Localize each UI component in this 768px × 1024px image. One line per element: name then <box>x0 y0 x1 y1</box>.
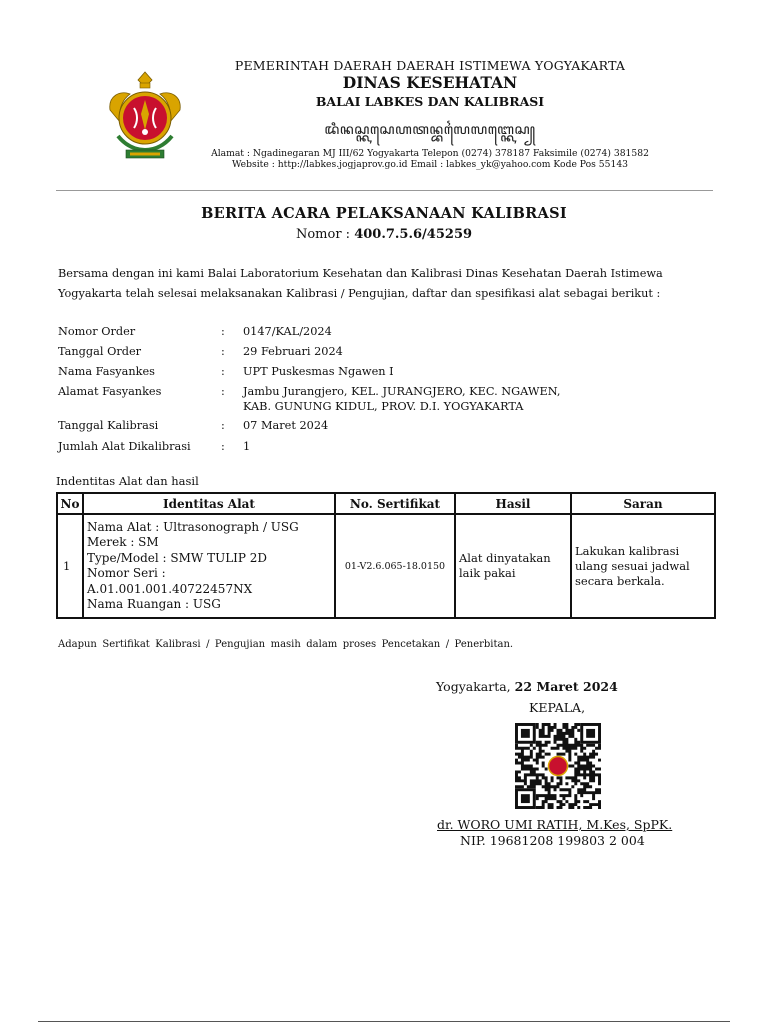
device-name: Nama Alat : Ultrasonograph / USG <box>87 519 299 534</box>
device-count-label: Jumlah Alat Dikalibrasi <box>58 440 191 453</box>
header-advice: Saran <box>571 493 715 514</box>
row-number: 1 <box>57 514 83 618</box>
document-title: BERITA ACARA PELAKSANAAN KALIBRASI <box>201 205 567 222</box>
letterhead-javanese-script: ꦢꦶꦤꦱ꧀ꦏꦱꦺꦲꦠꦤ꧀ꦧꦭꦻꦭꦧ꧀ꦏꦺꦱ꧀ <box>324 122 536 138</box>
signature-place-date <box>436 679 618 694</box>
facility-address-colon: : <box>221 385 225 398</box>
yogyakarta-seal-icon <box>104 70 186 162</box>
device-identity <box>83 514 335 618</box>
qr-code-icon <box>514 723 602 809</box>
qr-finder-pattern <box>580 723 601 744</box>
table-row <box>57 514 715 618</box>
signature-position: KEPALA, <box>529 700 586 715</box>
header-divider <box>56 190 713 191</box>
calibration-date-label: Tanggal Kalibrasi <box>58 419 159 432</box>
header-identity: Identitas Alat <box>83 493 335 514</box>
facility-address-line1: Jambu Jurangjero, KEL. JURANGJERO, KEC. NGAWEN, <box>243 385 561 398</box>
signer-name: dr. WORO UMI RATIH, M.Kes, SpPK. <box>437 817 673 832</box>
facility-address-value <box>243 385 560 414</box>
letterhead-address: Alamat : Ngadinegaran MJ III/62 Yogyakarta Telepon (0274) 378187 Faksimile (0274) 381582 <box>211 148 649 159</box>
letterhead-government: PEMERINTAH DAERAH DAERAH ISTIMEWA YOGYAKARTA <box>234 58 626 73</box>
device-serial-number: A.01.001.001.40722457NX <box>87 581 253 596</box>
document-number: 400.7.5.6/45259 <box>354 227 473 242</box>
calibration-date-colon: : <box>221 419 225 432</box>
facility-name-label: Nama Fasyankes <box>58 365 155 378</box>
facility-address-line2: KAB. GUNUNG KIDUL, PROV. D.I. YOGYAKARTA <box>243 399 524 413</box>
letterhead-unit: BALAI LABKES DAN KALIBRASI <box>315 94 545 109</box>
order-date-colon: : <box>221 345 225 358</box>
calibration-date-value: 07 Maret 2024 <box>243 419 329 432</box>
facility-address-label: Alamat Fasyankes <box>58 385 162 398</box>
signer-nip: NIP. 19681208 199803 2 004 <box>460 833 645 848</box>
qr-center-seal-icon <box>549 757 568 776</box>
table-caption: Indentitas Alat dan hasil <box>56 474 199 488</box>
device-room: Nama Ruangan : USG <box>87 597 221 611</box>
order-date-value: 29 Februari 2024 <box>243 345 343 358</box>
signature-place: Yogyakarta, <box>436 679 511 694</box>
signature-date: 22 Maret 2024 <box>514 679 618 694</box>
device-brand: Merek : SM <box>87 535 159 549</box>
facility-name-colon: : <box>221 365 225 378</box>
calibration-result: Alat dinyatakan laik pakai <box>455 514 571 618</box>
certificate-number: 01-V2.6.065-18.0150 <box>335 514 455 618</box>
device-count-value: 1 <box>243 440 251 453</box>
order-number-label: Nomor Order <box>58 325 136 338</box>
document-number-line <box>0 227 768 242</box>
calibration-advice: Lakukan kalibrasi ulang sesuai jadwal secara berkala. <box>571 514 715 618</box>
qr-finder-pattern <box>515 788 536 809</box>
qr-finder-pattern <box>515 723 536 744</box>
device-serial-label: Nomor Seri : <box>87 566 166 580</box>
document-number-label: Nomor : <box>295 227 351 242</box>
letterhead-department: DINAS KESEHATAN <box>342 73 518 92</box>
calibration-result-table <box>56 492 716 619</box>
bottom-divider <box>38 1021 730 1022</box>
order-number-value: 0147/KAL/2024 <box>243 325 332 338</box>
letterhead-website: Website : http://labkes.jogjaprov.go.id Email : labkes_yk@yahoo.com Kode Pos 55143 <box>231 159 629 170</box>
facility-name-value: UPT Puskesmas Ngawen I <box>243 365 394 378</box>
device-count-colon: : <box>221 440 225 453</box>
table-header-row <box>57 493 715 514</box>
header-result: Hasil <box>455 493 571 514</box>
device-model: Type/Model : SMW TULIP 2D <box>87 550 268 565</box>
order-date-label: Tanggal Order <box>58 345 142 358</box>
intro-paragraph: Bersama dengan ini kami Balai Laboratorium Kesehatan dan Kalibrasi Dinas Kesehatan Daerah Istimewa Yogyakarta telah selesai melaksanakan Kalibrasi / Pengujian, daftar dan spesifikasi alat sebagai berikut : <box>58 267 663 300</box>
header-certificate: No. Sertifikat <box>335 493 455 514</box>
order-number-colon: : <box>221 325 225 338</box>
header-no: No <box>57 493 83 514</box>
certificate-note: Adapun Sertifikat Kalibrasi / Pengujian masih dalam proses Pencetakan / Penerbitan. <box>58 639 514 650</box>
